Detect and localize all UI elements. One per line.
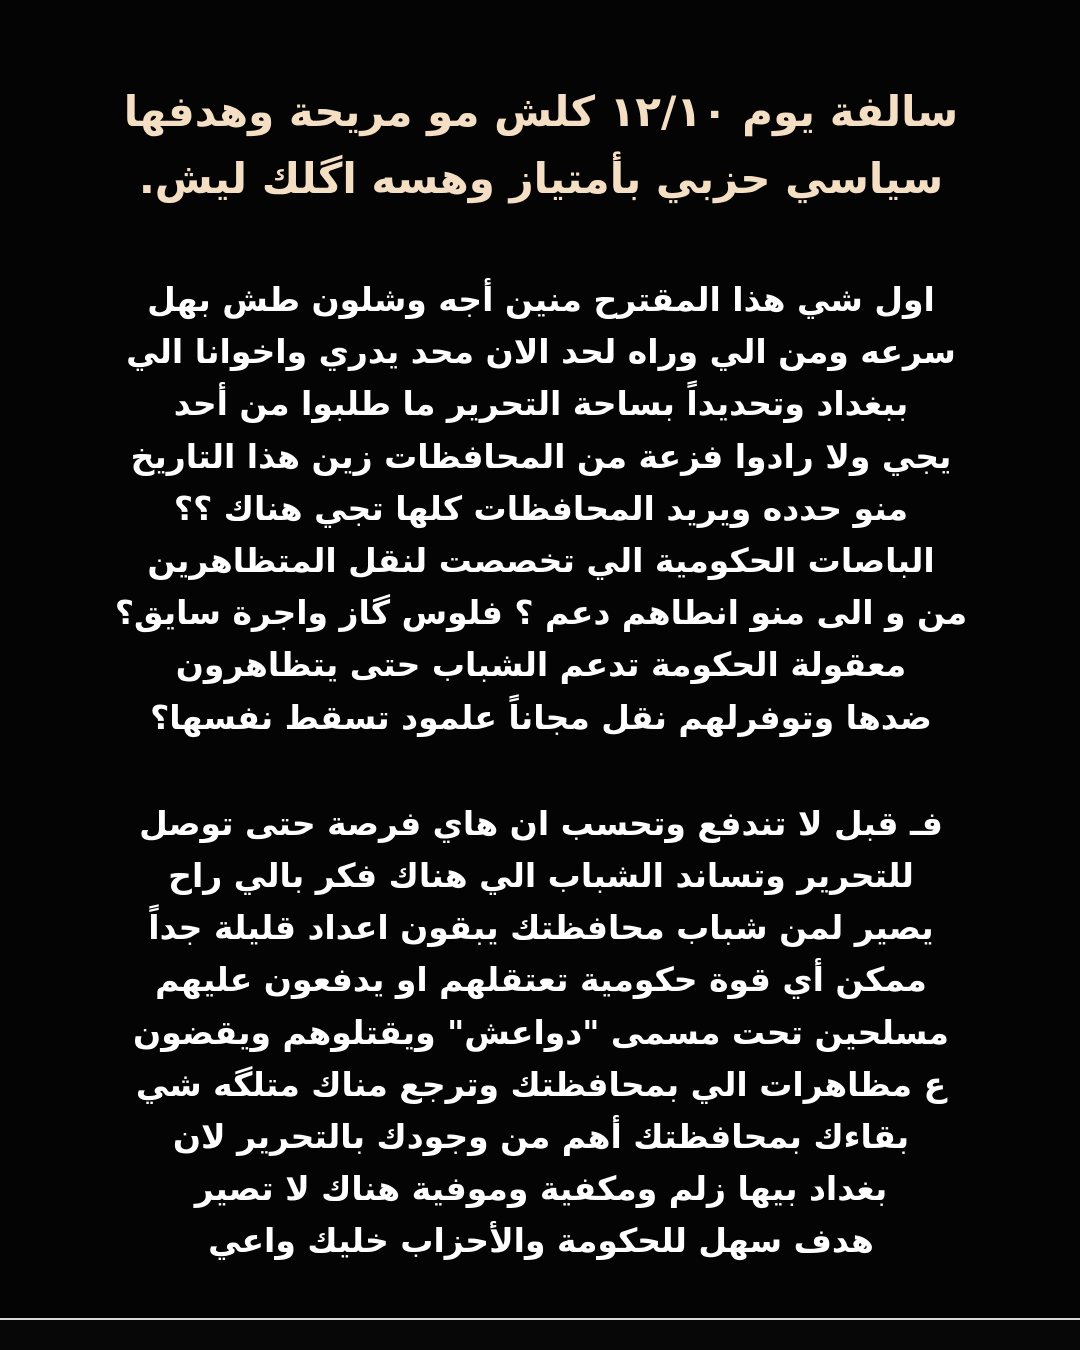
paragraph-line: منو حدده ويريد المحافظات كلها تجي هناك ؟؟ [173, 488, 909, 528]
paragraph-line: بقاءك بمحافظتك أهم من وجودك بالتحرير لان [172, 1117, 910, 1157]
paragraph-2 [96, 798, 986, 1268]
paragraph-line: بغداد بيها زلم ومكفية وموفية هناك لا تصير [194, 1169, 888, 1209]
paragraph-line: فـ قبل لا تندفع وتحسب ان هاي فرصة حتى توصل [139, 803, 943, 843]
paragraph-line: سرعه ومن الي وراه لحد الان محد يدري واخوانا الي [126, 332, 956, 372]
paragraph-line: ببغداد وتحديداً بساحة التحرير ما طلبوا من أحد [173, 384, 909, 424]
post-headline [96, 78, 986, 212]
paragraph-line: يجي ولا رادوا فزعة من المحافظات زين هذا التاريخ [130, 436, 952, 476]
paragraph-line: مسلحين تحت مسمى "دواعش" ويقتلوهم ويقضون [133, 1012, 949, 1052]
paragraph-line: ع مظاهرات الي بمحافظتك وترجع مناك متلگه شي [135, 1064, 947, 1104]
paragraph-line: اول شي هذا المقترح منين أجه وشلون طش بهل [147, 280, 935, 319]
paragraph-line: للتحرير وتساند الشباب الي هناك فكر بالي راح [168, 856, 914, 896]
paragraph-line: يصير لمن شباب محافظتك يبقون اعداد قليلة جداً [148, 908, 934, 948]
paragraph-line: الباصات الحكومية الي تخصصت لنقل المتظاهرين [147, 541, 935, 581]
paragraph-line: من و الى منو انطاهم دعم ؟ فلوس گاز واجرة سايق؟ [114, 593, 968, 633]
paragraph-line: هدف سهل للحكومة والأحزاب خليك واعي [208, 1221, 874, 1261]
bottom-strip [0, 1320, 1080, 1350]
headline-line: سالفة يوم ١٢/١٠ كلش مو مريحة وهدفها [123, 87, 959, 136]
paragraph-line: ممكن أي قوة حكومية تعتقلهم او يدفعون عليهم [155, 960, 927, 1000]
paragraph-line: ضدها وتوفرلهم نقل مجاناً علمود تسقط نفسها؟ [150, 697, 932, 737]
paragraph-1 [96, 274, 986, 744]
post-text-block [96, 78, 986, 1268]
paragraph-line: معقولة الحكومة تدعم الشباب حتى يتظاهرون [175, 645, 907, 685]
headline-line: سياسي حزبي بأمتياز وهسه اگلك ليش. [138, 154, 944, 203]
